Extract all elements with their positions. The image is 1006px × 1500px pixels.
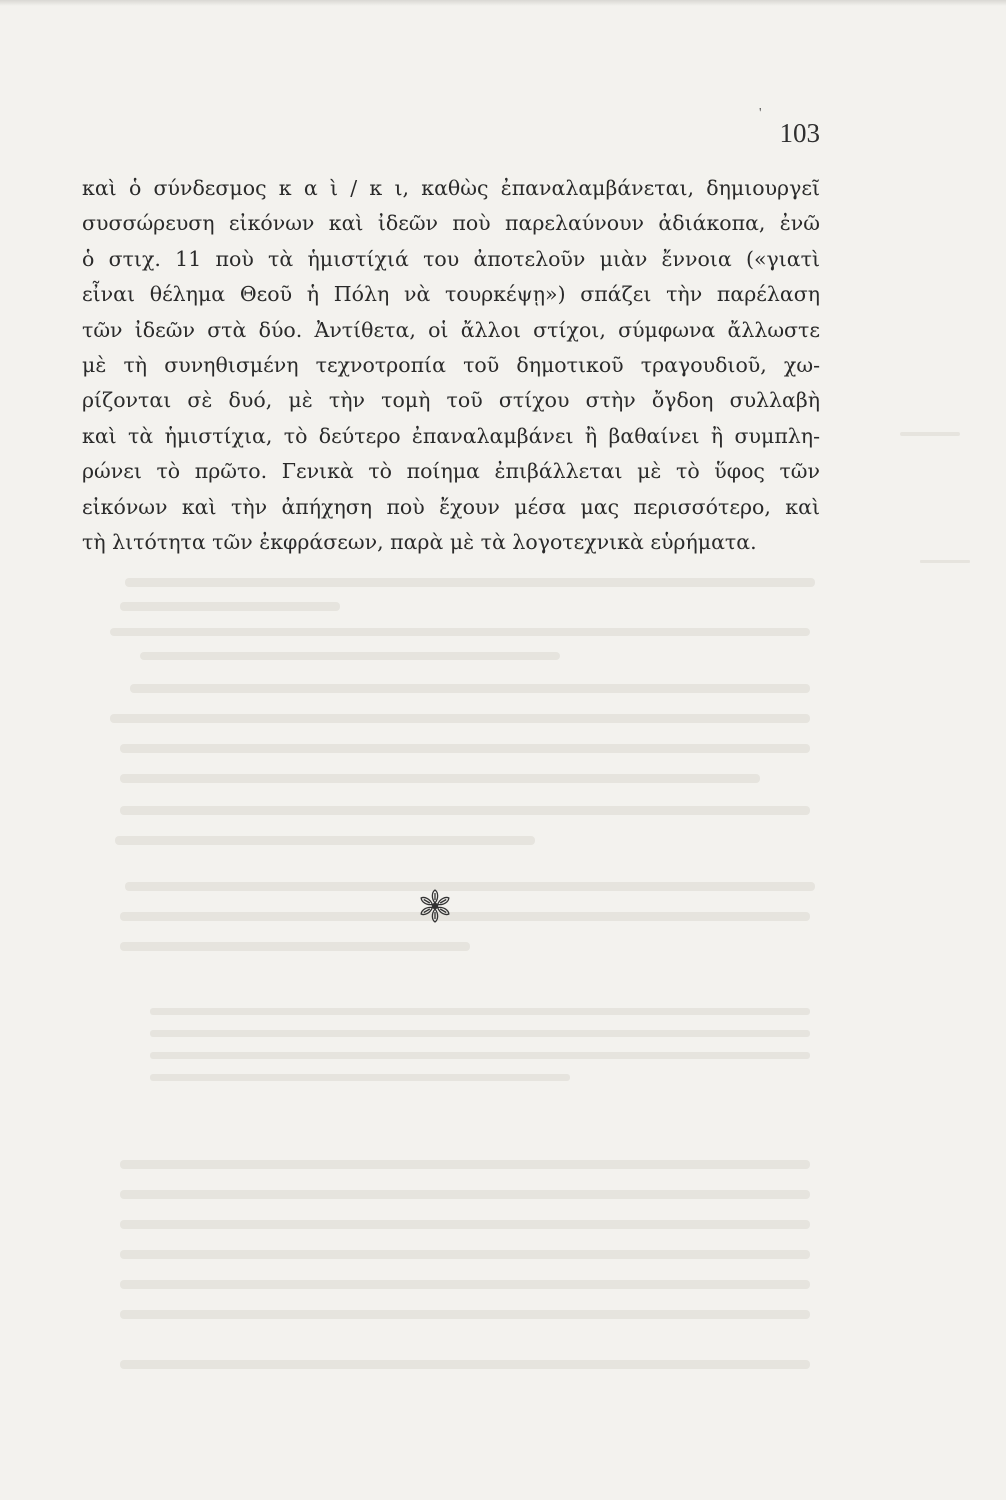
paragraph-line: τὴ λιτότητα τῶν ἐκφράσεων, παρὰ μὲ τὰ λογοτεχνικὰ εὑρήματα. <box>82 529 757 554</box>
body-paragraph <box>82 171 820 560</box>
paragraph-line: εἶναι θέλημα Θεοῦ ἡ Πόλη νὰ τουρκέψῃ») σπάζει τὴν παρέλαση <box>82 282 820 307</box>
paragraph-line: καὶ τὰ ἡμιστίχια, τὸ δεύτερο ἐπαναλαμβάνει ἢ βαθαίνει ἢ συμπλη- <box>82 423 820 448</box>
paragraph-line: ρίζονται σὲ δυό, μὲ τὴν τομὴ τοῦ στίχου στὴν ὄγδοη συλλαβὴ <box>82 388 820 413</box>
page-number: 103 <box>779 118 820 148</box>
page-top-edge <box>0 0 1006 6</box>
paragraph-line: μὲ τὴ συνηθισμένη τεχνοτροπία τοῦ δημοτικοῦ τραγουδιοῦ, χω- <box>82 352 820 377</box>
paragraph-line: συσσώρευση εἰκόνων καὶ ἰδεῶν ποὺ παρελαύνουν ἀδιάκοπα, ἐνῶ <box>82 211 820 236</box>
paragraph-line: ρώνει τὸ πρῶτο. Γενικὰ τὸ ποίημα ἐπιβάλλεται μὲ τὸ ὕφος τῶν <box>82 459 820 484</box>
floral-ornament-icon <box>415 886 455 926</box>
paragraph-line: καὶ ὁ σύνδεσμος κ α ὶ / κ ι, καθὼς ἐπαναλαμβάνεται, δημιουργεῖ <box>82 176 820 200</box>
paragraph-line: εἰκόνων καὶ τὴν ἀπήχηση ποὺ ἔχουν μέσα μας περισσότερο, καὶ <box>82 494 820 519</box>
page-tick-mark: ' <box>759 106 762 121</box>
paragraph-line: ὁ στιχ. 11 ποὺ τὰ ἡμιστίχιά του ἀποτελοῦν μιὰν ἔννοια («γιατὶ <box>82 246 820 271</box>
paragraph-line: τῶν ἰδεῶν στὰ δύο. Ἀντίθετα, οἱ ἄλλοι στίχοι, σύμφωνα ἄλλωστε <box>82 317 820 342</box>
